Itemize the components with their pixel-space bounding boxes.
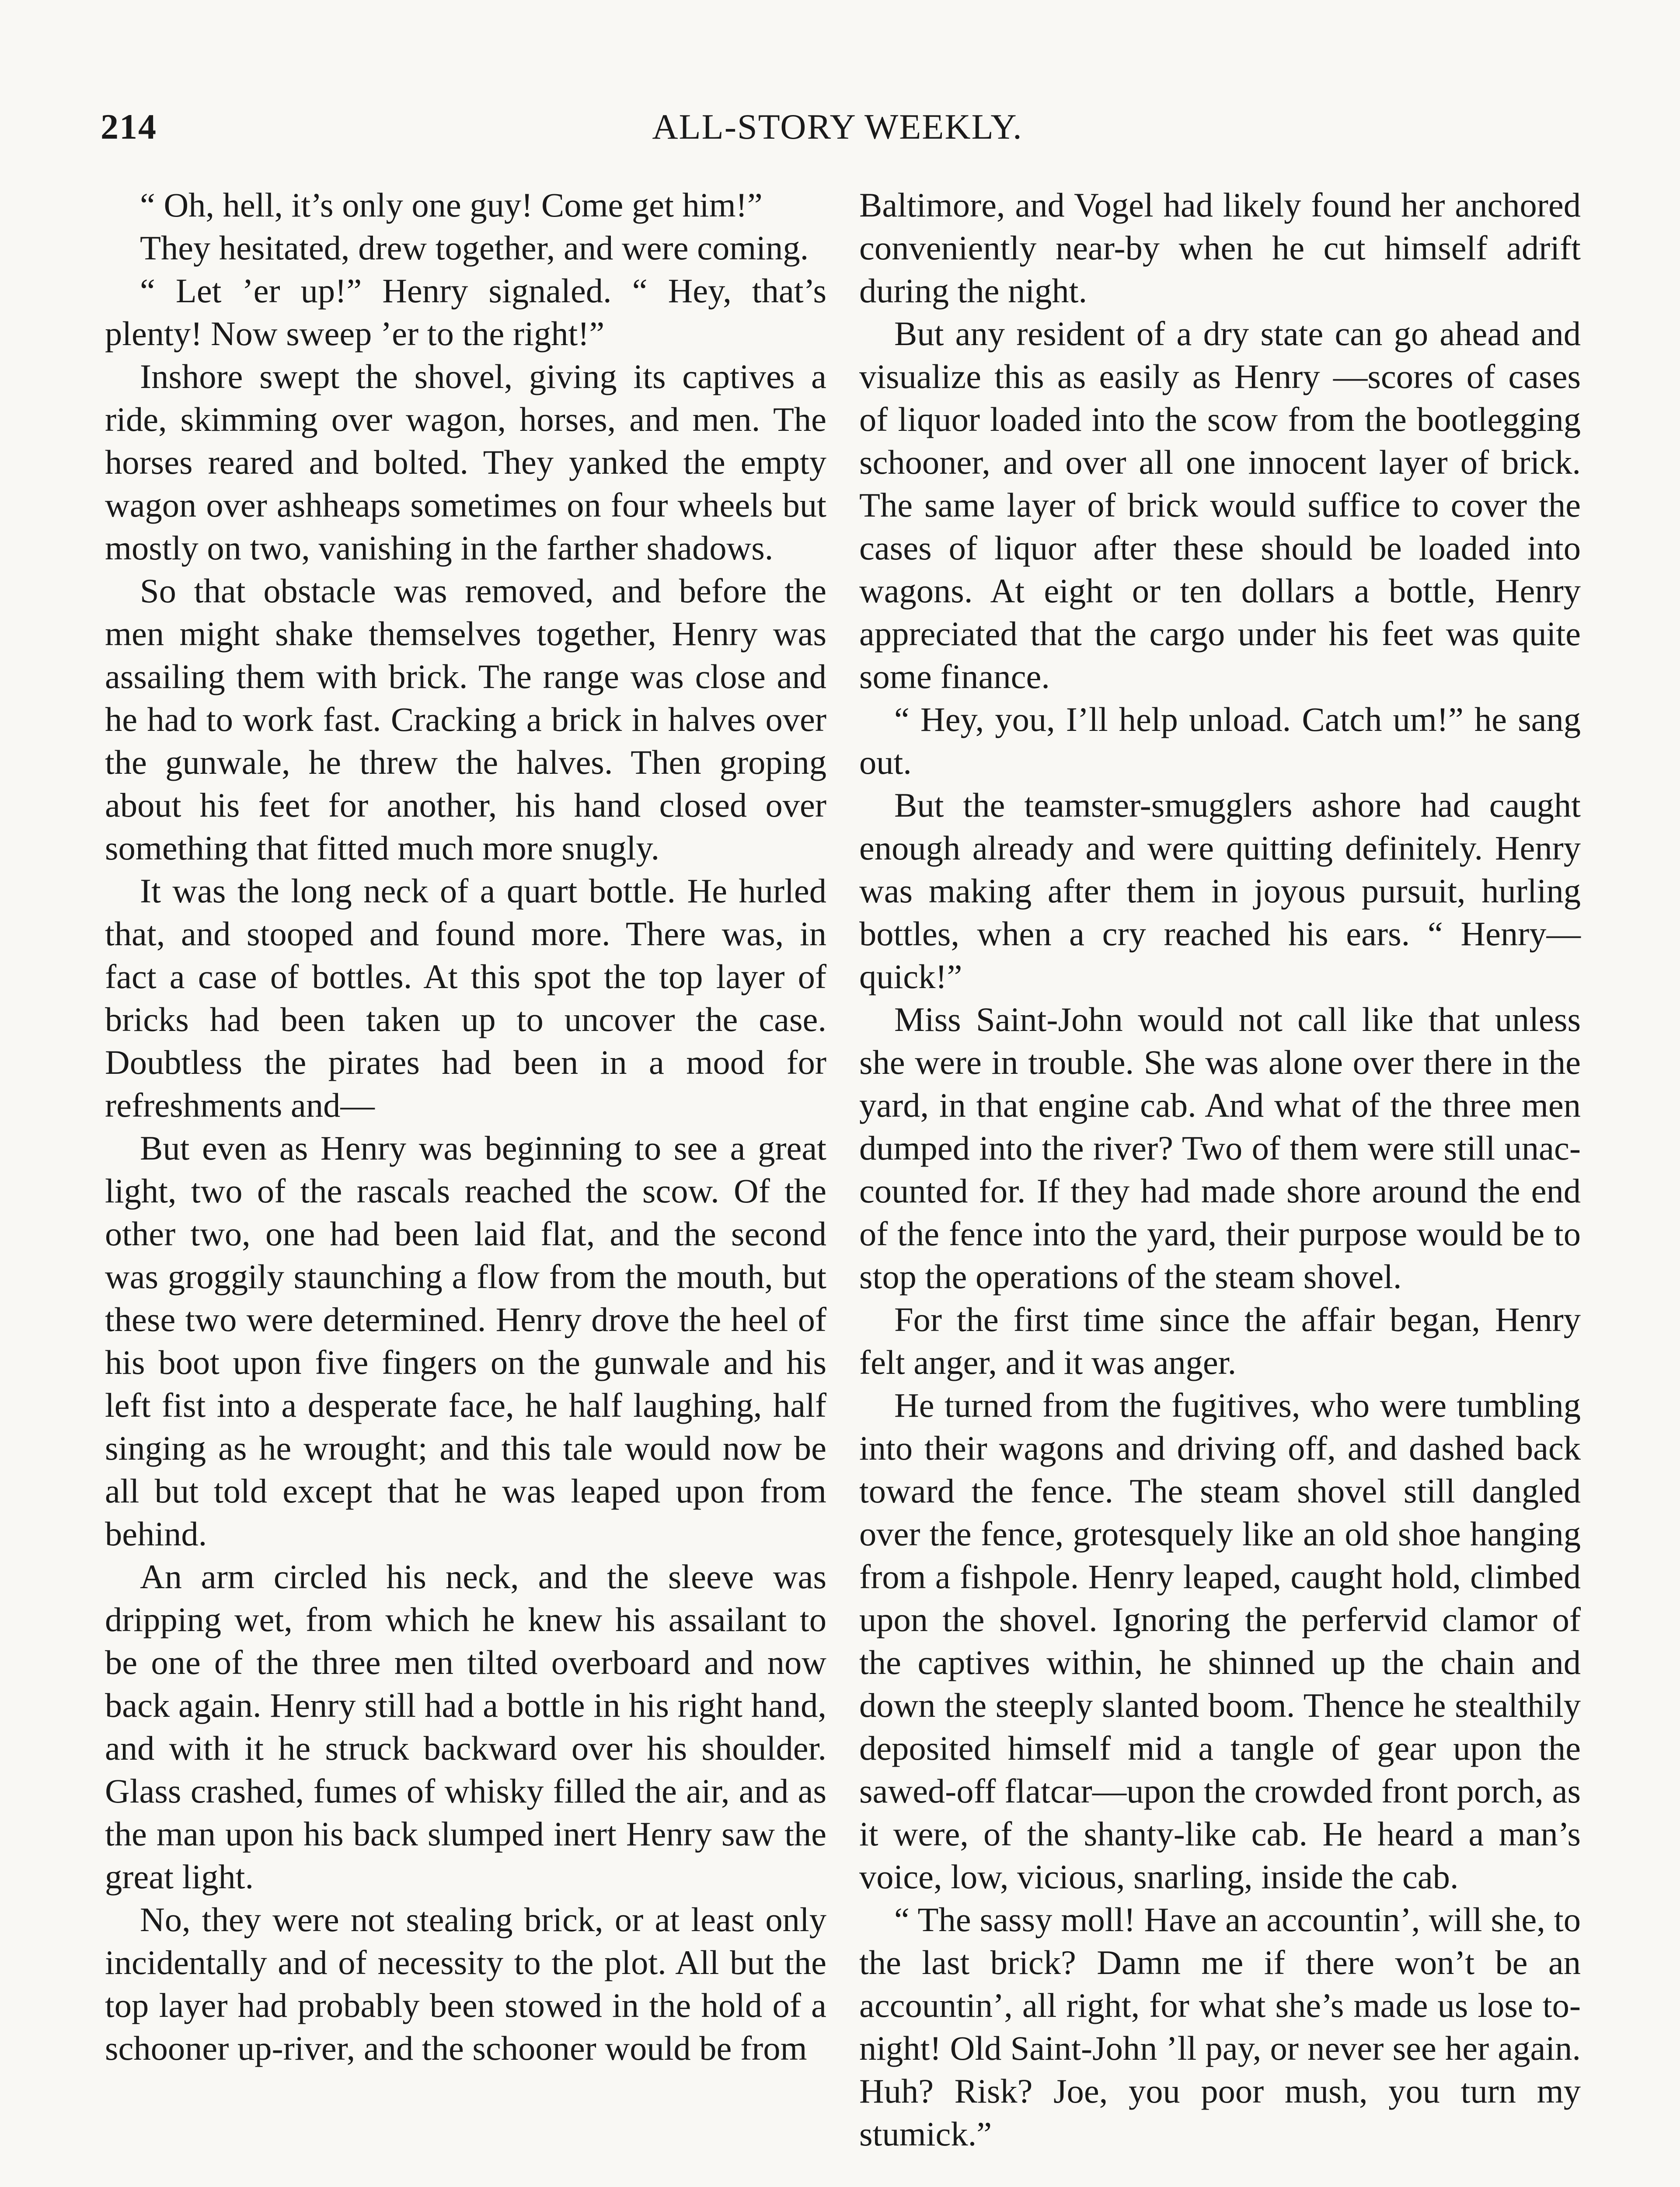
paragraph: Inshore swept the shovel, giving its captives a ride, skimming over wagon, horses, and men. The horses reared and bolted. They yanked the empty wagon over ashheaps sometimes on four wheels but mostly on two, vanishing in the farther shadows.: [105, 357, 826, 567]
paragraph: They hesitated, drew together, and were coming.: [140, 229, 809, 267]
running-head: ALL-STORY WEEKLY.: [652, 107, 1023, 147]
paragraph: “ Let ’er up!” Henry signaled. “ Hey, that’s plenty! Now sweep ’er to the right!”: [105, 272, 826, 353]
paragraph: For the first time since the affair began, Henry felt anger, and it was anger.: [859, 1300, 1581, 1381]
paragraph-continuation: Baltimore, and Vogel had likely found her anchored conveniently near-by when he cut himself adrift during the night.: [859, 186, 1581, 310]
paragraph: An arm circled his neck, and the sleeve was dripping wet, from which he knew his assailant to be one of the three men tilted overboard and now back again. Henry still had a bottle in his right hand, and with it he struck backward over his shoulder. Glass crashed, fumes of whisky filled the air, and as the man upon his back slumped inert Henry saw the great light.: [105, 1558, 826, 1896]
paragraph: So that obstacle was removed, and before the men might shake themselves together, Henry was assailing them with brick. The range was close and he had to work fast. Cracking a brick in halves over the gunwale, he threw the halves. Then groping about his feet for another, his hand closed over something that fitted much more snugly.: [105, 572, 826, 867]
page-number: 214: [101, 107, 157, 147]
paragraph: But even as Henry was beginning to see a great light, two of the rascals reached the scow. Of the other two, one had been laid flat, and the second was groggily staunching a flow from the mouth, but these two were determined. Henry drove the heel of his boot upon five fingers on the gunwale and his left fist into a desperate face, he half laughing, half singing as he wrought; and this tale would now be all but told except that he was leaped upon from behind.: [105, 1129, 826, 1553]
paragraph: It was the long neck of a quart bottle. He hurled that, and stooped and found more. There was, in fact a case of bottles. At this spot the top layer of bricks had been taken up to uncover the case. Doubtless the pirates had been in a mood for refreshments and—: [105, 872, 826, 1124]
paragraph: “ The sassy moll! Have an accountin’, will she, to the last brick? Damn me if there won’t be an accountin’, all right, for what she’s made us lose to-night! Old Saint-John ’ll pay, or never see her again. Huh? Risk? Joe, you poor mush, you turn my stumick.”: [859, 1901, 1581, 2153]
paragraph: “ Hey, you, I’ll help unload. Catch um!” he sang out.: [859, 700, 1581, 781]
page-header: [101, 101, 1574, 153]
paragraph: But any resident of a dry state can go ahead and visualize this as easily as Henry —scores of cases of liquor loaded into the scow from the bootlegging schooner, and over all one innocent layer of brick. The same layer of brick would suffice to cover the cases of liquor after these should be loaded into wagons. At eight or ten dollars a bottle, Henry appreciated that the cargo under his feet was quite some finance.: [859, 314, 1581, 695]
paragraph: No, they were not stealing brick, or at least only incidentally and of necessity to the plot. All but the top layer had probably been stowed in the hold of a schooner up-river, and the schooner would be from: [105, 1901, 826, 2067]
right-column: [859, 184, 1581, 2187]
paragraph: But the teamster-smugglers ashore had caught enough already and were quitting definitely. Henry was making after them in joyous pursuit, hurling bottles, when a cry reached his ears. “ Henry—quick!”: [859, 786, 1581, 996]
paragraph: Miss Saint-John would not call like that unless she were in trouble. She was alone over there in the yard, in that engine cab. And what of the three men dumped into the river? Two of them were still unaccounted for. If they had made shore around the end of the fence into the yard, their purpose would be to stop the operations of the steam shovel.: [859, 1000, 1581, 1296]
paragraph: “ Oh, hell, it’s only one guy! Come get him!”: [140, 186, 763, 224]
paragraph: He turned from the fugitives, who were tumbling into their wagons and driving off, and dashed back toward the fence. The steam shovel still dangled over the fence, grotesquely like an old shoe hanging from a fishpole. Henry leaped, caught hold, climbed upon the shovel. Ignoring the perfervid clamor of the captives within, he shinned up the chain and down the steeply slanted boom. Thence he stealthily deposited himself mid a tangle of gear upon the sawed-off flatcar—upon the crowded front porch, as it were, of the shanty-like cab. He heard a man’s voice, low, vicious, snarling, inside the cab.: [859, 1386, 1581, 1896]
left-column: [105, 184, 826, 2187]
